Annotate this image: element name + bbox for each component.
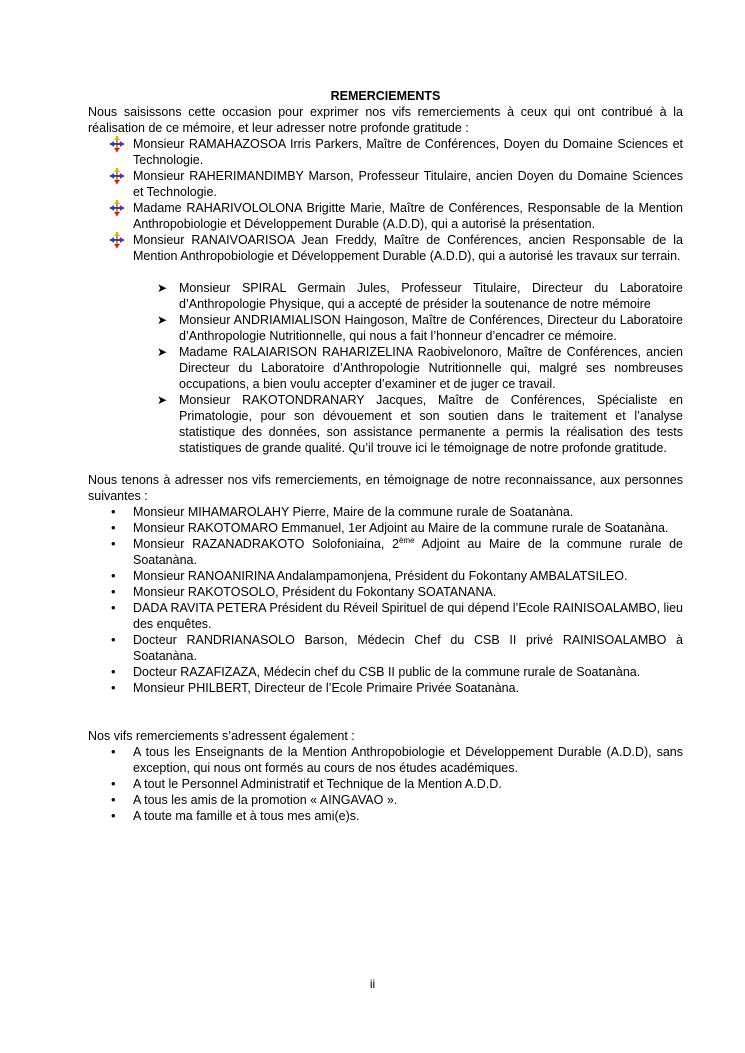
list-item: • A tous les Enseignants de la Mention Anthropobiologie et Développement Durable (A.D.D), sans exception, qui nous ont formés au cours de nos études académiques. <box>111 744 683 775</box>
disc-bullet-icon: • <box>111 584 116 599</box>
document-page <box>88 88 683 824</box>
list-item: • Monsieur RAKOTOMARO Emmanuel, 1er Adjoint au Maire de la commune rurale de Soatanàna. <box>111 520 669 535</box>
disc-bullet-icon: • <box>111 680 116 695</box>
spacer <box>88 696 683 728</box>
list-item: Monsieur RAHERIMANDIMBY Marson, Professeur Titulaire, ancien Doyen du Domaine Sciences et Technologie. <box>88 168 683 200</box>
page-number: ii <box>369 977 376 991</box>
disc-bullet-icon: • <box>111 664 116 679</box>
list-item: ➤ Madame RALAIARISON RAHARIZELINA Raobivelonoro, Maître de Conférences, ancien Directeur du Laboratoire d’Anthropologie Nutritionnelle qui, malgré ses nombreuses occupations, a bien voulu accepter d’examiner et de juger ce travail. <box>157 345 683 391</box>
list-item: Monsieur RANAIVOARISOA Jean Freddy, Maître de Conférences, ancien Responsable de la Mention Anthropobiologie et Développement Durable (A.D.D), qui a autorisé les travaux sur terrain. <box>88 232 683 264</box>
local-authorities-list <box>88 504 683 696</box>
intro3-paragraph: Nos vifs remerciements s’adressent également : <box>88 729 355 743</box>
list-item: • A tout le Personnel Administratif et Technique de la Mention A.D.D. <box>111 776 502 791</box>
list-item: ➤ Monsieur RAKOTONDRANARY Jacques, Maître de Conférences, Spécialiste en Primatologie, pour son dévouement et son soutien dans le traitement et l’analyse statistique des données, son assistance permanente a permis la réalisation des tests statistiques de grande qualité. Qu’il trouve ici le témoignage de notre profonde gratitude. <box>157 393 683 455</box>
list-item: • Monsieur RANOANIRINA Andalampamonjena, Président du Fokontany AMBALATSILEO. <box>111 568 628 583</box>
list-item: • Docteur RANDRIANASOLO Barson, Médecin Chef du CSB II privé RAINISOALAMBO à Soatanàna. <box>111 632 683 663</box>
arrowhead-bullet-icon: ➤ <box>157 281 168 295</box>
list-item: ➤ Monsieur SPIRAL Germain Jules, Professeur Titulaire, Directeur du Laboratoire d’Anthropologie Physique, qui a accepté de présider la soutenance de notre mémoire <box>157 281 683 311</box>
spacer <box>88 456 683 472</box>
list-item: • Monsieur RAKOTOSOLO, Président du Fokontany SOATANANA. <box>111 584 497 599</box>
arrowhead-bullet-icon: ➤ <box>157 393 168 407</box>
disc-bullet-icon: • <box>111 792 116 807</box>
list-item: Madame RAHARIVOLOLONA Brigitte Marie, Maître de Conférences, Responsable de la Mention Anthropobiologie et Développement Durable (A.D.D), qui a autorisé la présentation. <box>88 200 683 232</box>
deans-list <box>88 136 683 264</box>
disc-bullet-icon: • <box>111 776 116 791</box>
list-item: • Monsieur RAZANADRAKOTO Solofoniaina, 2ème Adjoint au Maire de la commune rurale de Soatanàna. <box>111 535 683 567</box>
list-item: • Docteur RAZAFIZAZA, Médecin chef du CSB II public de la commune rurale de Soatanàna. <box>111 664 641 679</box>
disc-bullet-icon: • <box>111 504 116 519</box>
list-item: • A toute ma famille et à tous mes ami(e)s. <box>111 808 360 823</box>
supervisors-list <box>133 280 683 456</box>
disc-bullet-icon: • <box>111 536 116 551</box>
disc-bullet-icon: • <box>111 568 116 583</box>
disc-bullet-icon: • <box>111 808 116 823</box>
list-item: • A tous les amis de la promotion « AINGAVAO ». <box>111 792 398 807</box>
quad-arrow-bullet-icon <box>110 136 124 152</box>
list-item: • DADA RAVITA PETERA Président du Réveil Spirituel de qui dépend l’Ecole RAINISOALAMBO, lieu des enquêtes. <box>111 600 683 631</box>
list-item: • Monsieur MIHAMAROLAHY Pierre, Maire de la commune rurale de Soatanàna. <box>111 504 574 519</box>
intro-paragraph: Nous saisissons cette occasion pour exprimer nos vifs remerciements à ceux qui ont contribué à la réalisation de ce mémoire, et leur adresser notre profonde gratitude : <box>88 105 683 135</box>
list-item: • Monsieur PHILBERT, Directeur de l’Ecole Primaire Privée Soatanàna. <box>111 680 520 695</box>
disc-bullet-icon: • <box>111 520 116 535</box>
disc-bullet-icon: • <box>111 632 116 647</box>
disc-bullet-icon: • <box>111 744 116 759</box>
disc-bullet-icon: • <box>111 600 116 615</box>
others-list <box>88 744 683 824</box>
arrowhead-bullet-icon: ➤ <box>157 313 168 327</box>
intro2-paragraph: Nous tenons à adresser nos vifs remerciements, en témoignage de notre reconnaissance, aux personnes suivantes : <box>88 473 683 503</box>
spacer <box>88 264 683 280</box>
quad-arrow-bullet-icon <box>110 232 124 248</box>
quad-arrow-bullet-icon <box>110 168 124 184</box>
arrowhead-bullet-icon: ➤ <box>157 345 168 359</box>
list-item: ➤ Monsieur ANDRIAMIALISON Haingoson, Maître de Conférences, Directeur du Laboratoire d’Anthropologie Nutritionnelle, qui nous a fait l’honneur d’encadrer ce mémoire. <box>157 313 683 343</box>
quad-arrow-bullet-icon <box>110 200 124 216</box>
list-item: Monsieur RAMAHAZOSOA Irris Parkers, Maître de Conférences, Doyen du Domaine Sciences et Technologie. <box>88 136 683 168</box>
page-title: REMERCIEMENTS <box>330 89 441 103</box>
